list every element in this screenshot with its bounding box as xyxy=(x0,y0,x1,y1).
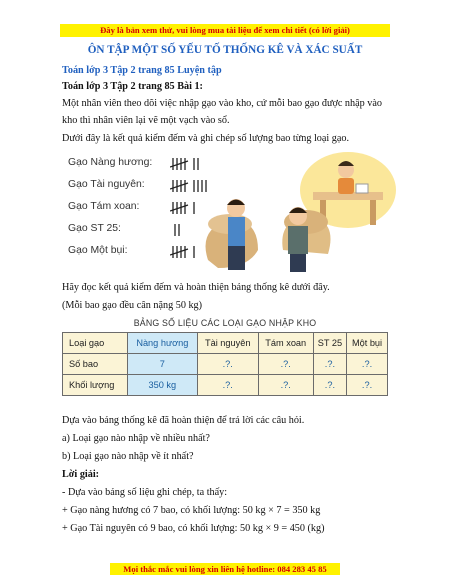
table-cell: .?. xyxy=(258,375,313,396)
preview-banner: Đây là bản xem thử, vui lòng mua tài liệu để xem chi tiết (có lời giải) xyxy=(60,24,390,37)
table-cell: .?. xyxy=(197,354,258,375)
exercise-heading: Toán lớp 3 Tập 2 trang 85 Bài 1: xyxy=(62,81,203,92)
question-intro: Dựa vào bảng thống kê đã hoàn thiện để trả lời các câu hỏi. xyxy=(62,415,305,426)
table-cell: .?. xyxy=(347,375,388,396)
paragraph-line: Dưới đây là kết quả kiểm đếm và ghi chép số lượng bao từng loại gạo. xyxy=(62,133,350,144)
table-header: Tài nguyên xyxy=(197,333,258,354)
question-a: a) Loại gạo nào nhập về nhiều nhất? xyxy=(62,433,210,444)
page-title: ÔN TẬP MỘT SỐ YẾU TỐ THỐNG KÊ VÀ XÁC SUẤT xyxy=(87,44,363,56)
table-header: ST 25 xyxy=(313,333,346,354)
hotline-banner: Mọi thắc mắc vui lòng xin liên hệ hotline: 084 283 45 85 xyxy=(110,563,340,575)
table-cell: .?. xyxy=(197,375,258,396)
instruction-line: Hãy đọc kết quả kiểm đếm và hoàn thiện bảng thống kê dưới đây. xyxy=(62,282,330,293)
tally-label: Gạo Nàng hương: xyxy=(68,157,153,168)
instruction-line: (Mỗi bao gạo đều cân nặng 50 kg) xyxy=(62,300,203,311)
table-header: Tám xoan xyxy=(258,333,313,354)
solution-line: + Gạo Tài nguyên có 9 bao, có khối lượng: 50 kg × 9 = 450 (kg) xyxy=(62,523,325,534)
tally-label: Gạo Tám xoan: xyxy=(68,201,140,212)
statistics-table xyxy=(62,318,388,410)
question-b: b) Loại gạo nào nhập về ít nhất? xyxy=(62,451,194,462)
tally-label: Gạo ST 25: xyxy=(68,223,121,234)
solution-line: - Dựa vào bảng số liệu ghi chép, ta thấy: xyxy=(62,487,228,498)
table-title: BẢNG SỐ LIỆU CÁC LOẠI GẠO NHẬP KHO xyxy=(133,318,317,328)
table-header-row xyxy=(63,333,388,354)
table-cell: 350 kg xyxy=(128,375,198,396)
table-cell: .?. xyxy=(347,354,388,375)
paragraph-line: kho thì nhân viên lại vẽ một vạch vào sổ. xyxy=(62,115,230,126)
row-label: Khối lượng xyxy=(63,375,128,396)
table-row xyxy=(63,354,388,375)
solution-line: + Gạo nàng hương có 7 bao, có khối lượng: 50 kg × 7 = 350 kg xyxy=(62,505,321,516)
table-header: Một bụi xyxy=(347,333,388,354)
tally-label: Gạo Tài nguyên: xyxy=(68,179,145,190)
table-cell: .?. xyxy=(313,354,346,375)
row-label: Số bao xyxy=(63,354,128,375)
table-row xyxy=(63,375,388,396)
table-cell: .?. xyxy=(313,375,346,396)
tally-label: Gạo Một bụi: xyxy=(68,245,128,256)
table-cell: 7 xyxy=(128,354,198,375)
data-table xyxy=(62,332,388,396)
table-header: Nàng hương xyxy=(128,333,198,354)
solution-heading: Lời giải: xyxy=(62,469,100,480)
section-subtitle: Toán lớp 3 Tập 2 trang 85 Luyện tập xyxy=(62,65,222,76)
table-header: Loại gạo xyxy=(63,333,128,354)
paragraph-line: Một nhân viên theo dõi việc nhập gạo vào kho, cứ mỗi bao gạo được nhập vào xyxy=(62,98,382,109)
warehouse-illustration xyxy=(188,150,398,275)
table-cell: .?. xyxy=(258,354,313,375)
